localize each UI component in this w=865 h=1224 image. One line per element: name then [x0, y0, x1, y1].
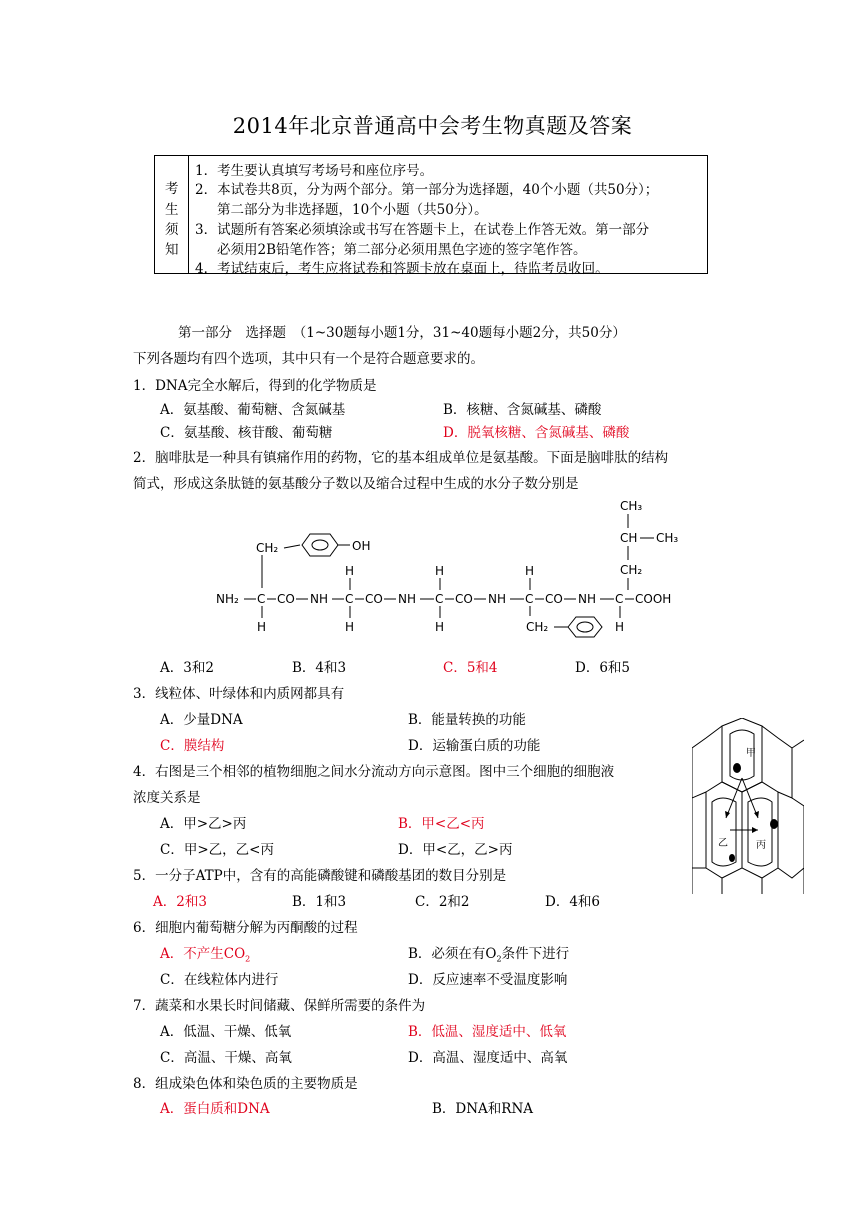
notice-line: 2．本试卷共8页，分为两个部分。第一部分为选择题，40个小题（共50分）；: [195, 182, 659, 198]
part1-intro: 下列各题均有四个选项，其中只有一个是符合题意要求的。: [133, 351, 484, 367]
nucleus-bing: [770, 819, 778, 829]
q3-option-d: D．运输蛋白质的功能: [408, 738, 541, 754]
q7-option-d: D．高温、湿度适中、高氧: [408, 1050, 568, 1066]
q6-option-a-answer: [160, 942, 250, 964]
q2-stem-line2: 简式，形成这条肽链的氨基酸分子数以及缩合过程中生成的水分子数分别是: [133, 476, 579, 492]
q6-option-d: D．反应速率不受温度影响: [408, 972, 568, 988]
formula-nh: NH: [578, 592, 596, 606]
q8-option-b: B．DNA和RNA: [432, 1101, 534, 1117]
cell-outline-jia: [722, 718, 762, 792]
benzene-ring-1-inner: [312, 540, 328, 550]
page-title: 2014年北京普通高中会考生物真题及答案: [232, 114, 633, 138]
notice-line: 必须用2B铅笔作答；第二部分必须用黑色字迹的签字笔作答。: [217, 242, 587, 258]
q6-option-c: C．在线粒体内进行: [160, 972, 279, 988]
notice-head: [155, 156, 189, 273]
q6-option-b-text: B．必须在有O: [408, 946, 497, 962]
q7-option-c: C．高温、干燥、高氧: [160, 1050, 292, 1066]
cell-label-jia: 甲: [746, 748, 756, 759]
q2-option-d: D．6和5: [575, 660, 631, 676]
bond-line: [284, 545, 300, 548]
part1-heading: 第一部分 选择题 （1~30题每小题1分，31~40题每小题2分，共50分）: [178, 325, 626, 341]
formula-ch3: CH₃: [620, 499, 643, 513]
formula-nh: NH: [488, 592, 506, 606]
notice-line: 1．考生要认真填写考场号和座位序号。: [195, 163, 434, 179]
q8-stem: 8．组成染色体和染色质的主要物质是: [133, 1076, 358, 1092]
formula-h: H: [345, 620, 355, 634]
grid-line: [762, 726, 792, 798]
formula-h: H: [525, 564, 535, 578]
formula-c: C: [435, 592, 444, 606]
q5-option-a-answer: A．2和3: [153, 894, 207, 910]
q7-option-b-answer: B．低温、湿度适中、低氧: [408, 1024, 567, 1040]
arrow-head: [754, 811, 759, 818]
arrow-head: [725, 811, 730, 818]
formula-ch2: CH₂: [256, 541, 279, 555]
grid-line: [778, 798, 804, 878]
grid-line: [692, 726, 722, 748]
q6-option-b-tail: 条件下进行: [501, 946, 570, 962]
formula-h: H: [435, 620, 445, 634]
q1-option-a: A．氨基酸、葡萄糖、含氮碱基: [160, 402, 346, 418]
formula-nh: NH: [310, 592, 328, 606]
formula-h: H: [257, 620, 267, 634]
nucleus-jia: [733, 763, 741, 773]
formula-cooh: COOH: [635, 592, 672, 606]
formula-co: CO: [545, 592, 563, 606]
notice-head-char: 须: [165, 222, 179, 238]
q2-option-b: B．4和3: [292, 660, 347, 676]
nucleus-yi: [729, 854, 735, 862]
formula-h: H: [615, 620, 625, 634]
q3-option-c-answer: C．膜结构: [160, 738, 225, 754]
q4-stem-line1: 4．右图是三个相邻的植物细胞之间水分流动方向示意图。图中三个细胞的细胞液: [133, 764, 615, 780]
grid-line: [692, 798, 706, 868]
q4-option-c: C．甲>乙，乙<丙: [160, 842, 274, 858]
formula-co: CO: [365, 592, 383, 606]
q7-stem: 7．蔬菜和水果长时间储藏、保鲜所需要的条件为: [133, 998, 426, 1014]
q4-stem-line2: 浓度关系是: [133, 790, 201, 806]
formula-ch3: CH₃: [656, 531, 679, 545]
q5-option-d: D．4和6: [545, 894, 601, 910]
q1-option-b: B．核糖、含氮碱基、磷酸: [443, 402, 602, 418]
benzene-ring-2-inner: [577, 622, 593, 632]
formula-nh2: NH₂: [216, 592, 239, 606]
benzene-ring-1: [302, 534, 338, 556]
formula-c: C: [345, 592, 354, 606]
formula-c: C: [615, 592, 624, 606]
q6-option-a-text: A．不产生CO: [160, 946, 246, 962]
peptide-formula: [210, 490, 690, 640]
q7-option-a: A．低温、干燥、低氧: [160, 1024, 292, 1040]
formula-c: C: [257, 592, 266, 606]
formula-ch2: CH₂: [526, 620, 549, 634]
q5-option-b: B．1和3: [292, 894, 347, 910]
q5-stem: 5．一分子ATP中，含有的高能磷酸键和磷酸基团的数目分别是: [133, 868, 507, 884]
q4-option-d: D．甲<乙，乙>丙: [398, 842, 513, 858]
formula-oh: OH: [352, 539, 371, 553]
grid-line: [792, 740, 804, 748]
formula-c: C: [525, 592, 534, 606]
q1-option-c: C．氨基酸、核苷酸、葡萄糖: [160, 425, 333, 441]
q2-stem-line1: 2．脑啡肽是一种具有镇痛作用的药物，它的基本组成单位是氨基酸。下面是脑啡肽的结构: [133, 450, 669, 466]
q1-option-d-answer: D．脱氧核糖、含氮碱基、磷酸: [443, 425, 630, 441]
cell-label-bing: 丙: [756, 840, 766, 851]
arrow-head: [752, 827, 758, 833]
benzene-ring-2: [568, 617, 602, 637]
notice-line: 4．考试结束后，考生应将试卷和答题卡放在桌面上，待监考员收回。: [195, 261, 609, 277]
cell-label-yi: 乙: [718, 838, 728, 849]
plant-cells-diagram: [692, 718, 804, 894]
notice-box: [154, 155, 708, 277]
formula-h: H: [345, 564, 355, 578]
grid-line: [692, 748, 706, 798]
q6-option-a-sub: 2: [245, 954, 251, 964]
q2-option-a: A．3和2: [160, 660, 214, 676]
q3-option-a: A．少量DNA: [160, 712, 243, 728]
vacuole-bing: [748, 798, 772, 866]
q5-option-c: C．2和2: [415, 894, 470, 910]
q4-option-a: A．甲>乙>丙: [160, 816, 247, 832]
q6-option-b: [408, 942, 569, 964]
formula-co: CO: [277, 592, 295, 606]
notice-head-char: 考: [165, 181, 179, 197]
formula-ch: CH: [620, 531, 638, 545]
formula-nh: NH: [398, 592, 416, 606]
notice-line: 3．试题所有答案必须填涂或书写在答题卡上，在试卷上作答无效。第一部分: [195, 222, 650, 238]
q3-stem: 3．线粒体、叶绿体和内质网都具有: [133, 686, 345, 702]
q1-stem: 1．DNA完全水解后，得到的化学物质是: [133, 378, 377, 394]
notice-line: 第二部分为非选择题，10个小题（共50分）。: [217, 202, 488, 218]
q2-option-c-answer: C．5和4: [443, 660, 498, 676]
arrow-jia-to-yi: [726, 778, 742, 818]
q4-option-b-answer: B．甲<乙<丙: [398, 816, 485, 832]
notice-head-char: 生: [165, 202, 179, 218]
formula-ch2: CH₂: [620, 563, 643, 577]
arrow-jia-to-bing: [742, 778, 758, 818]
q6-option-b-sub: 2: [496, 954, 502, 964]
formula-co: CO: [455, 592, 473, 606]
q3-option-b: B．能量转换的功能: [408, 712, 526, 728]
q6-stem: 6．细胞内葡萄糖分解为丙酮酸的过程: [133, 920, 358, 936]
notice-head-char: 知: [165, 242, 179, 258]
q8-option-a-answer: A．蛋白质和DNA: [160, 1101, 270, 1117]
formula-h: H: [435, 564, 445, 578]
